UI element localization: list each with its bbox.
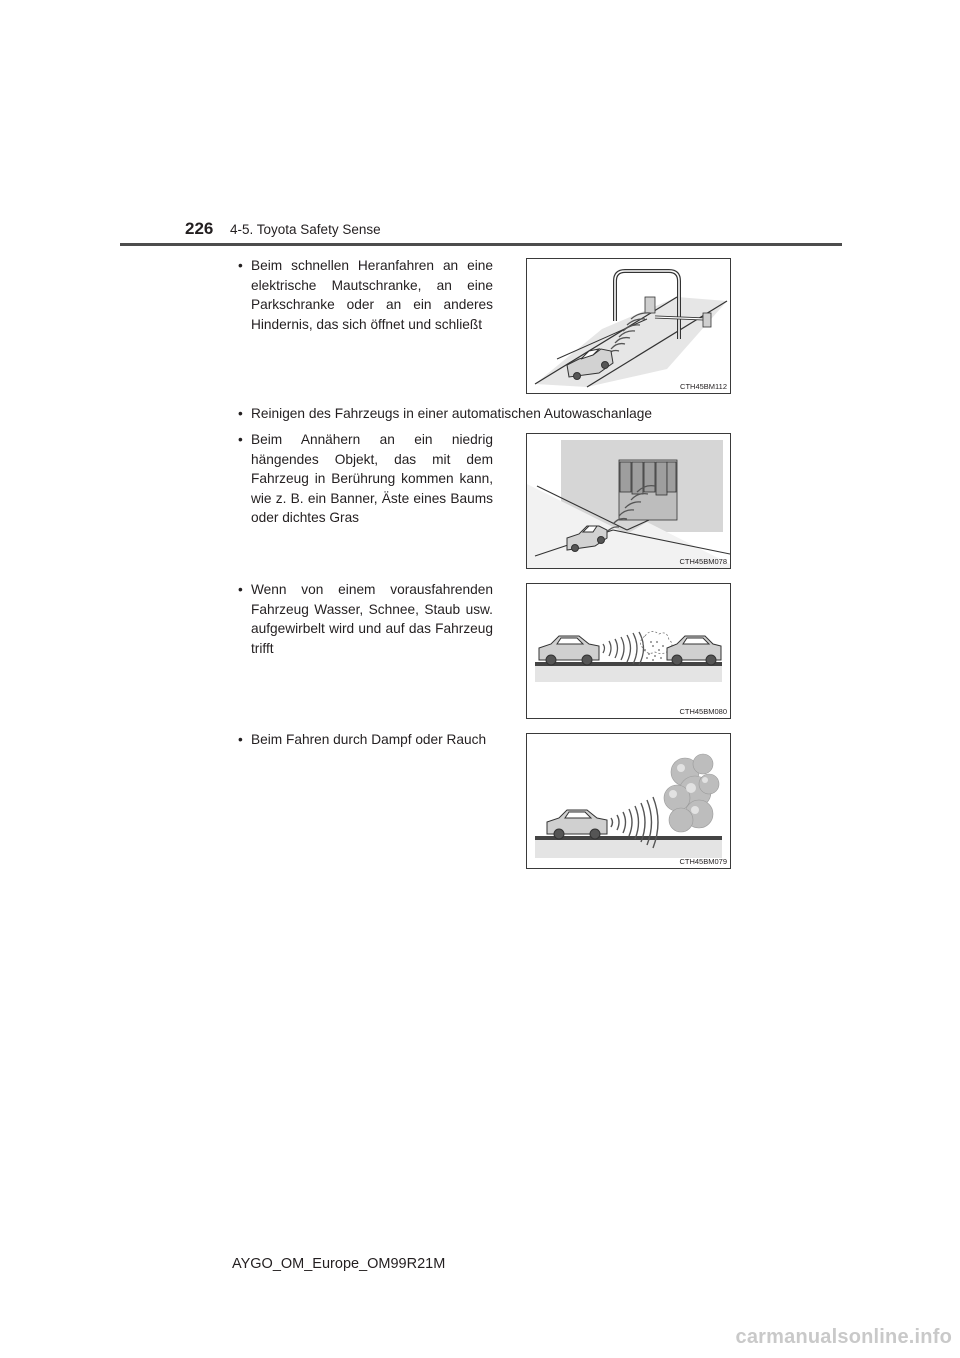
figure-code: CTH45BM112 (680, 382, 727, 391)
item-text: Beim schnellen Heranfahren an eine elektrische Mautschranke, an eine Parkschranke oder an ein anderes Hindernis, das sich öffnet und schließt (251, 258, 493, 332)
bullet: • (238, 432, 243, 447)
bullet: • (238, 406, 243, 421)
bullet: • (238, 582, 243, 597)
low-hanging-object-illustration (527, 434, 730, 568)
item-text: Beim Annähern an ein niedrig hängendes Objekt, das mit dem Fahrzeug in Berührung kommen kann, wie z. B. ein Banner, Äste eines Baums oder dichtes Gras (251, 432, 493, 525)
figure-toll-barrier (526, 258, 731, 394)
list-item (238, 256, 493, 334)
figure-code: CTH45BM078 (679, 557, 727, 566)
figure-steam-smoke (526, 733, 731, 869)
toll-barrier-illustration (527, 259, 730, 393)
figure-code: CTH45BM079 (679, 857, 727, 866)
steam-smoke-illustration (527, 734, 730, 868)
spray-illustration (527, 584, 730, 718)
list-item (238, 430, 493, 528)
list-item (238, 580, 493, 658)
page-number: 226 (185, 219, 214, 238)
item-text: Wenn von einem vorausfahrenden Fahrzeug Wasser, Schnee, Staub usw. aufgewirbelt wird und auf das Fahrzeug trifft (251, 582, 493, 656)
item-text: Beim Fahren durch Dampf oder Rauch (251, 732, 487, 747)
figure-low-hanging-object (526, 433, 731, 569)
bullet: • (238, 732, 243, 747)
figure-spray-from-vehicle (526, 583, 731, 719)
figure-code: CTH45BM080 (679, 707, 727, 716)
page-header (0, 0, 960, 250)
watermark: carmanualsonline.info (735, 1326, 952, 1348)
list-item (238, 404, 778, 424)
item-text: Reinigen des Fahrzeugs in einer automatischen Autowaschanlage (251, 406, 652, 421)
header-divider (120, 243, 842, 246)
bullet: • (238, 258, 243, 273)
document-code: AYGO_OM_Europe_OM99R21M (232, 1256, 446, 1272)
section-title: 4-5. Toyota Safety Sense (230, 222, 381, 237)
list-item (238, 730, 493, 750)
